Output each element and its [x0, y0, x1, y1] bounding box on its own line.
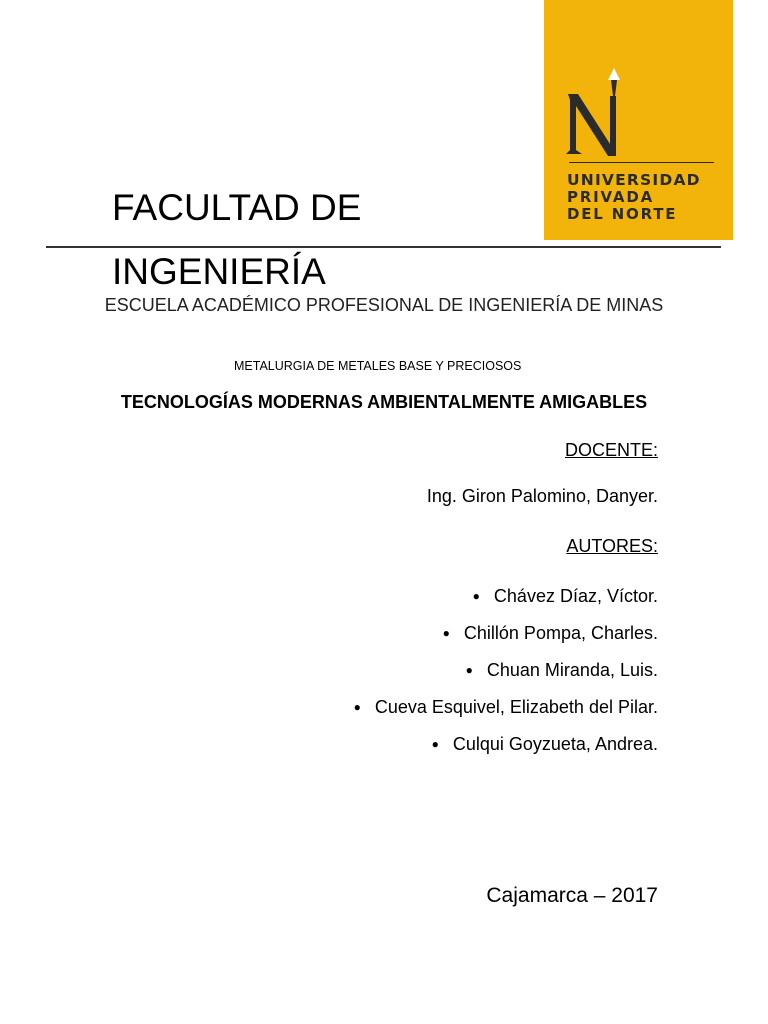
logo-divider: [569, 162, 714, 163]
author-name: Chillón Pompa, Charles.: [463, 623, 658, 643]
bullet-icon: ●: [431, 737, 439, 751]
faculty-title-line2: INGENIERÍA: [112, 251, 326, 292]
author-name: Chuan Miranda, Luis.: [486, 660, 658, 680]
author-name: Culqui Goyzueta, Andrea.: [452, 734, 658, 754]
bullet-icon: ●: [465, 663, 473, 677]
faculty-title-line1: FACULTAD DE: [112, 187, 362, 228]
place-and-year: Cajamarca – 2017: [486, 884, 658, 907]
author-name: Cueva Esquivel, Elizabeth del Pilar.: [374, 697, 658, 717]
author-item: [354, 697, 658, 717]
logo-text-line3: DEL NORTE: [567, 205, 678, 223]
university-emblem-icon: [564, 66, 628, 158]
author-item: [354, 586, 658, 606]
university-logo: [544, 0, 733, 240]
author-list: [354, 586, 658, 771]
docente-name: Ing. Giron Palomino, Danyer.: [426, 486, 658, 506]
author-item: [354, 660, 658, 680]
author-name: Chávez Díaz, Víctor.: [493, 586, 658, 606]
school-name: ESCUELA ACADÉMICO PROFESIONAL DE INGENIERÍA DE MINAS: [104, 295, 664, 315]
header-divider: [46, 246, 721, 248]
logo-text-line2: PRIVADA: [567, 188, 654, 206]
autores-label: AUTORES:: [566, 536, 658, 556]
docente-label: DOCENTE:: [564, 440, 658, 460]
course-name: METALURGIA DE METALES BASE Y PRECIOSOS: [234, 359, 522, 373]
bullet-icon: ●: [472, 589, 480, 603]
bullet-icon: ●: [353, 700, 361, 714]
author-item: [354, 623, 658, 643]
document-title: TECNOLOGÍAS MODERNAS AMBIENTALMENTE AMIGABLES: [120, 392, 648, 412]
bullet-icon: ●: [442, 626, 450, 640]
author-item: [354, 734, 658, 754]
logo-text-line1: UNIVERSIDAD: [567, 171, 701, 189]
